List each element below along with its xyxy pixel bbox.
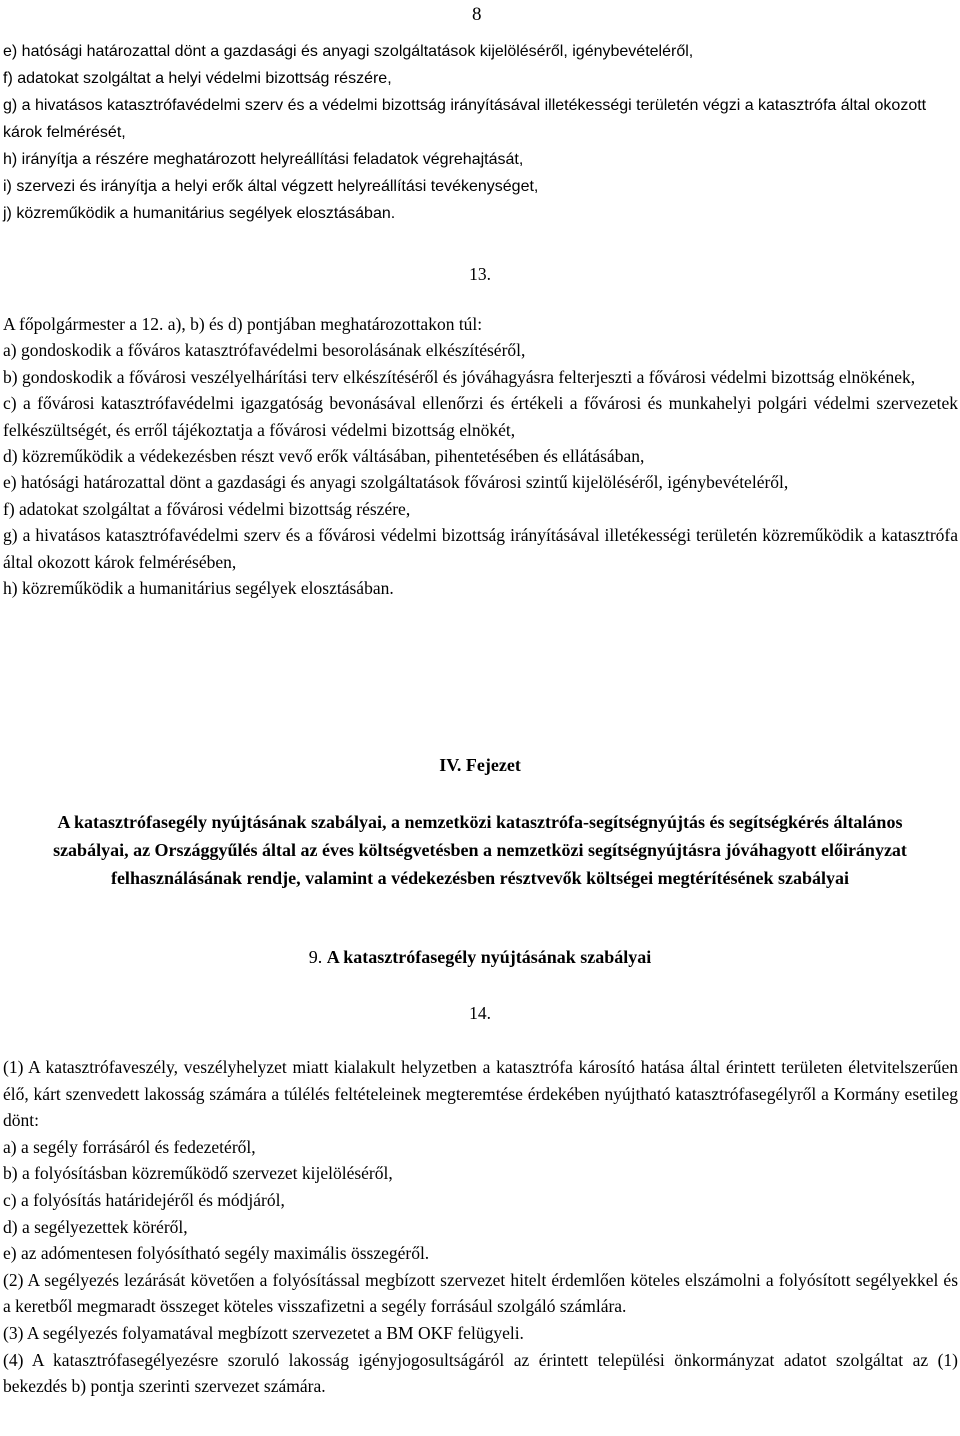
list-item: f) adatokat szolgáltat a helyi védelmi bizottság részére, (3, 70, 392, 87)
list-item: i) szervezi és irányítja a helyi erők által végzett helyreállítási tevékenységet, (3, 178, 539, 195)
page-number: 8 (472, 4, 482, 25)
subchapter-number: 9. (308, 947, 323, 967)
section-intro: A főpolgármester a 12. a), b) és d) pontjában meghatározottakon túl: (3, 314, 483, 334)
paragraph: (2) A segélyezés lezárását követően a folyósítással megbízott szervezet hitelt érdemlően köteles elszámolni a folyósított segélyekkel és a keretből megmaradt összeget köteles visszafizetni a segély forrásául szolgáló számlára. (3, 1269, 958, 1317)
chapter-title: A katasztrófasegély nyújtásának szabályai, a nemzetközi katasztrófa-segítségnyújtás és segítségkérés általános szabályai, az Országgyűlés által az éves költségvetésben a nemzetközi segítségnyújtásra jóváhagyott előirányzat felhasználásának rendje, valamint a védekezésben résztvevők költségei megtérítésének szabályai (53, 812, 907, 888)
section-14-heading: 14. (469, 1003, 491, 1023)
list-item: h) közreműködik a humanitárius segélyek elosztásában. (3, 578, 394, 599)
list-item: h) irányítja a részére meghatározott helyreállítási feladatok végrehajtását, (3, 151, 524, 168)
list-item: d) közreműködik a védekezésben részt vevő erők váltásában, pihentetésében és ellátásában, (3, 446, 645, 467)
chapter-heading: IV. Fejezet (439, 755, 521, 775)
paragraph: (4) A katasztrófasegélyezésre szoruló lakosság igényjogosultságáról az érintett települési önkormányzat adatot szolgáltat az (1) bekezdés b) pontja szerinti szervezet számára. (3, 1349, 958, 1397)
list-item: e) hatósági határozattal dönt a gazdasági és anyagi szolgáltatások fővárosi szintű kijelöléséről, igénybevételéről, (3, 472, 789, 493)
list-item: e) az adómentesen folyósítható segély maximális összegéről. (3, 1243, 430, 1264)
subchapter-title: A katasztrófasegély nyújtásának szabályai (326, 947, 652, 967)
top-list (3, 38, 958, 227)
list-item: b) a folyósításban közreműködő szervezet kijelöléséről, (3, 1163, 393, 1184)
list-item: a) a segély forrásáról és fedezetéről, (3, 1136, 256, 1157)
section-13-heading: 13. (469, 264, 491, 284)
list-item: d) a segélyezettek köréről, (3, 1216, 188, 1237)
fopolgarmester-section (3, 311, 958, 601)
list-item: c) a fővárosi katasztrófavédelmi igazgatóság bevonásával ellenőrzi és értékeli a fővárosi és munkahelyi polgári védelmi szervezetek felkészültségét, és erről tájékoztatja a fővárosi védelmi bizottság elnökét, (3, 393, 958, 440)
list-item: f) adatokat szolgáltat a fővárosi védelmi bizottság részére, (3, 498, 411, 519)
subchapter-heading (0, 944, 960, 970)
list-item: c) a folyósítás határidejéről és módjáról, (3, 1189, 285, 1210)
section-14-body (3, 1054, 958, 1400)
list-item: b) gondoskodik a fővárosi veszélyelhárítási terv elkészítéséről és jóváhagyásra felterjeszti a fővárosi védelmi bizottság elnökének, (3, 366, 916, 387)
list-item: a) gondoskodik a főváros katasztrófavédelmi besorolásának elkészítéséről, (3, 340, 526, 361)
list-item: g) a hivatásos katasztrófavédelmi szerv és a fővárosi védelmi bizottság irányításával illetékességi területén közreműködik a katasztrófa által okozott károk felmérésében, (3, 525, 958, 572)
list-item: g) a hivatásos katasztrófavédelmi szerv és a védelmi bizottság irányításával illetékességi területén végzi a katasztrófa által okozott károk felmérését, (3, 97, 927, 141)
list-item: j) közreműködik a humanitárius segélyek elosztásában. (3, 205, 396, 222)
paragraph: (3) A segélyezés folyamatával megbízott szervezetet a BM OKF felügyeli. (3, 1322, 524, 1343)
paragraph: (1) A katasztrófaveszély, veszélyhelyzet miatt kialakult helyzetben a katasztrófa károsító hatása által érintett területen életvitelszerűen élő, kárt szenvedett lakosság számára a túlélés feltételeinek megteremtése érdekében nyújtható katasztrófasegélyről a Kormány esetileg dönt: (3, 1057, 958, 1131)
list-item: e) hatósági határozattal dönt a gazdasági és anyagi szolgáltatások kijelöléséről, igénybevételéről, (3, 43, 694, 60)
